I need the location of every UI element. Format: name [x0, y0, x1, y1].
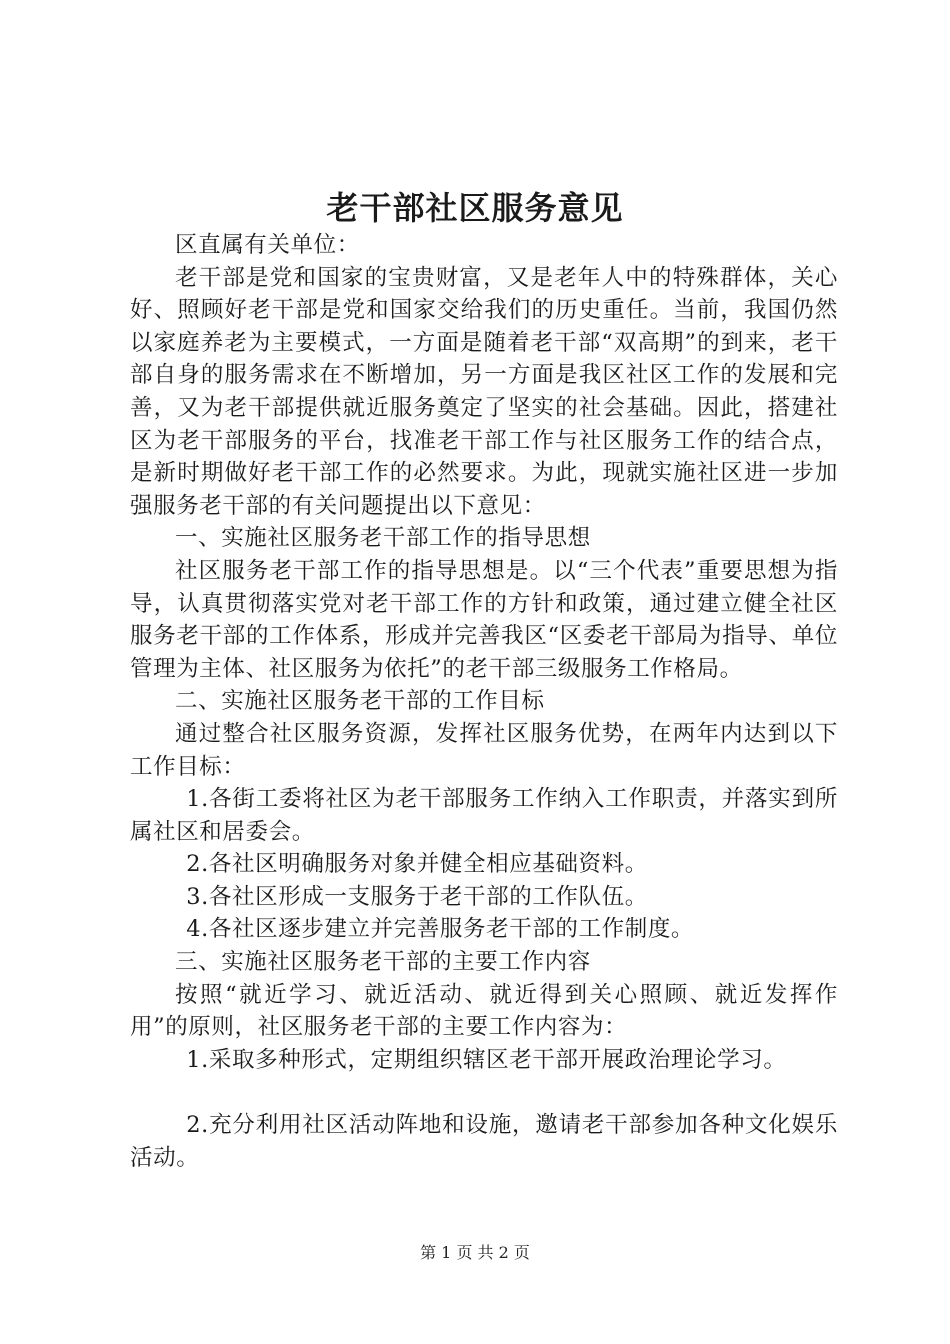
section-heading-3: 三、实施社区服务老干部的主要工作内容 — [175, 949, 591, 976]
document-title: 老干部社区服务意见 — [326, 189, 624, 227]
section-3-paragraph: 按照“就近学习、就近活动、就近得到关心照顾、就近发挥作用”的原则，社区服务老干部的主要工作内容为： — [130, 981, 838, 1041]
document-body — [130, 229, 838, 1174]
section-1-paragraph: 社区服务老干部工作的指导思想是。以“三个代表”重要思想为指导，认真贯彻落实党对老干部工作的方针和政策，通过建立健全社区服务老干部的工作体系，形成并完善我区“区委老干部局为指导、单位管理为主体、社区服务为依托”的老干部三级服务工作格局。 — [130, 557, 838, 682]
salutation: 区直属有关单位： — [175, 232, 360, 258]
goal-item-4: 4.各社区逐步建立并完善服务老干部的工作制度。 — [186, 916, 695, 943]
section-heading-2: 二、实施社区服务老干部的工作目标 — [175, 688, 545, 715]
goal-item-2: 2.各社区明确服务对象并健全相应基础资料。 — [186, 851, 648, 878]
intro-paragraph: 老干部是党和国家的宝贵财富，又是老年人中的特殊群体，关心好、照顾好老干部是党和国家交给我们的历史重任。当前，我国仍然以家庭养老为主要模式，一方面是随着老干部“双高期”的到来，老干部自身的服务需求在不断增加，另一方面是我区社区工作的发展和完善，又为老干部提供就近服务奠定了坚实的社会基础。因此，搭建社区为老干部服务的平台，找准老干部工作与社区服务工作的结合点，是新时期做好老干部工作的必然要求。为此，现就实施社区进一步加强服务老干部的有关问题提出以下意见： — [130, 264, 838, 519]
page-footer: 第 1 页 共 2 页 — [420, 1243, 530, 1262]
goal-item-3: 3.各社区形成一支服务于老干部的工作队伍。 — [186, 883, 648, 910]
goal-item-1: 1.各街工委将社区为老干部服务工作纳入工作职责，并落实到所属社区和居委会。 — [130, 786, 838, 845]
section-2-paragraph: 通过整合社区服务资源，发挥社区服务优势，在两年内达到以下工作目标： — [130, 720, 838, 780]
content-item-1: 1.采取多种形式，定期组织辖区老干部开展政治理论学习。 — [186, 1046, 787, 1073]
content-item-2: 2.充分利用社区活动阵地和设施，邀请老干部参加各种文化娱乐活动。 — [130, 1112, 838, 1171]
section-heading-1: 一、实施社区服务老干部工作的指导思想 — [175, 525, 591, 552]
